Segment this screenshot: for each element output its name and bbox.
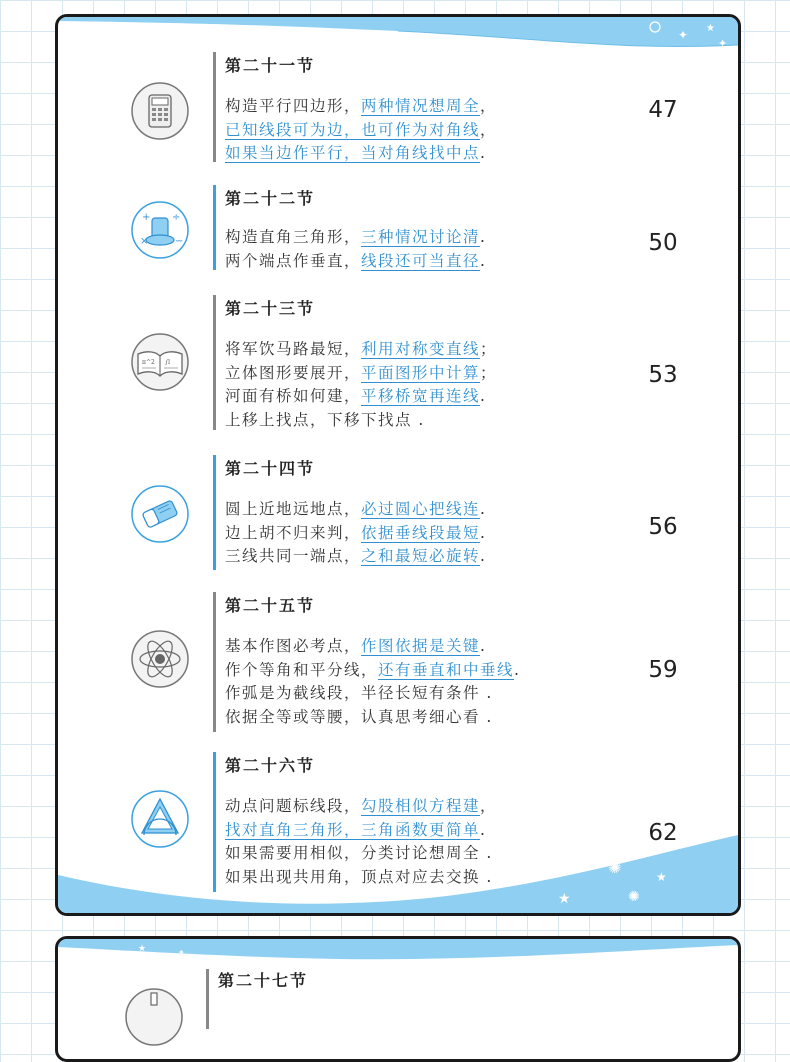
svg-text:✺: ✺ (608, 858, 622, 877)
section-bar (213, 455, 216, 570)
highlighted-text: 勾股相似方程建 (361, 797, 481, 815)
triangle-protractor-icon (130, 789, 190, 849)
text-line (225, 362, 497, 386)
text-line (225, 119, 497, 143)
text-run: 河面有桥如何建， (225, 387, 362, 405)
section-26 (58, 747, 738, 897)
section-text (225, 635, 520, 729)
text-run: 上移上找点，下移下找点 . (225, 410, 425, 429)
svg-text:✦: ✦ (718, 37, 728, 50)
text-run: ； (480, 363, 498, 382)
text-run: . (514, 660, 521, 679)
section-bar (213, 295, 216, 430)
text-line (225, 682, 520, 706)
section-title: 第二十六节 (225, 756, 316, 775)
text-run: ； (480, 340, 498, 358)
svg-text:−: − (175, 236, 184, 247)
next-contents-card (55, 936, 741, 1062)
text-line (225, 866, 497, 890)
open-book-icon (130, 332, 190, 392)
text-run: . (480, 144, 487, 162)
section-text (225, 95, 497, 166)
page-number[interactable]: 56 (648, 514, 678, 540)
section-title: 第二十一节 (225, 56, 316, 75)
svg-text:★: ★ (706, 23, 715, 34)
text-line (225, 659, 520, 683)
text-line (225, 250, 486, 274)
section-title: 第二十三节 (225, 299, 316, 318)
svg-text:✦: ✦ (678, 28, 689, 42)
text-run: 立体图形要展开， (225, 363, 362, 382)
highlighted-text: 作图依据是关键 (361, 637, 481, 655)
text-run: 如果出现共用角，顶点对应去交换 . (225, 867, 493, 886)
highlighted-text: 三种情况讨论清 (361, 228, 481, 246)
math-symbols-icon (130, 200, 190, 260)
highlighted-text: 两种情况想周全 (361, 97, 481, 115)
highlighted-text: 线段还可当直径 (361, 251, 481, 270)
section-bar (206, 969, 209, 1029)
section-text (225, 795, 497, 889)
text-run: 基本作图必考点， (225, 637, 362, 655)
text-line (225, 545, 486, 569)
highlighted-text: 找对直角三角形，三角函数更简单 (225, 820, 481, 839)
text-run: 作弧是为截线段，半径长短有条件 . (225, 684, 493, 702)
svg-text:★: ★ (656, 870, 667, 884)
page-number[interactable]: 62 (648, 820, 678, 846)
section-22 (58, 180, 738, 275)
section-24 (58, 450, 738, 575)
text-run: . (480, 547, 487, 565)
eraser-icon (130, 484, 190, 544)
calculator-icon (130, 81, 190, 141)
svg-text:π^2: π^2 (142, 359, 155, 366)
svg-text:✺: ✺ (628, 889, 640, 905)
text-run: . (480, 387, 487, 405)
text-run: . (480, 251, 487, 270)
text-run: 动点问题标线段， (225, 797, 362, 815)
section-title: 第二十四节 (225, 459, 316, 478)
text-run: 三线共同一端点， (225, 547, 362, 565)
text-run: 构造平行四边形， (225, 97, 362, 115)
section-text (225, 338, 497, 432)
highlighted-text: 平移桥宽再连线 (361, 387, 481, 405)
text-line (225, 706, 520, 730)
section-title: 第二十七节 (218, 971, 309, 990)
svg-text:★: ★ (138, 944, 147, 954)
text-run: ， (480, 120, 498, 139)
section-bar (213, 52, 216, 162)
section-bar (213, 185, 216, 270)
text-run: 边上胡不归来判， (225, 523, 362, 542)
section-bar (213, 752, 216, 892)
section-text (225, 498, 486, 569)
svg-text:∫l: ∫l (165, 359, 171, 366)
section-23 (58, 290, 738, 435)
text-run: 构造直角三角形， (225, 228, 362, 246)
text-line (225, 795, 497, 819)
text-line (225, 522, 486, 546)
text-run: 如果需要用相似，分类讨论想周全 . (225, 844, 493, 862)
svg-text:★: ★ (558, 891, 571, 907)
highlighted-text: 平面图形中计算 (361, 363, 481, 382)
text-line (225, 409, 497, 433)
text-run: . (480, 637, 487, 655)
text-run: . (480, 523, 487, 542)
text-run: 圆上近地远地点， (225, 500, 362, 518)
text-line (225, 142, 497, 166)
text-line (225, 842, 497, 866)
highlighted-text: 还有垂直和中垂线 (378, 660, 515, 679)
page-number[interactable]: 53 (648, 362, 678, 388)
highlighted-text: 必过圆心把线连 (361, 500, 481, 518)
section-25 (58, 587, 738, 737)
text-line (225, 95, 497, 119)
text-line (225, 635, 520, 659)
section-title: 第二十五节 (225, 596, 316, 615)
text-line (225, 819, 497, 843)
text-line (225, 226, 486, 250)
atom-icon (130, 629, 190, 689)
section-21 (58, 47, 738, 167)
text-run: . (480, 228, 487, 246)
svg-text:×: × (140, 236, 149, 247)
highlighted-text: 利用对称变直线 (361, 340, 481, 358)
page-number[interactable]: 47 (648, 97, 678, 123)
svg-text:+: + (142, 212, 151, 223)
text-line (225, 498, 486, 522)
text-line (225, 385, 497, 409)
text-run: . (480, 820, 487, 839)
text-run: ， (480, 97, 498, 115)
text-run: . (480, 500, 487, 518)
svg-text:÷: ÷ (172, 212, 181, 223)
text-run: 作个等角和平分线， (225, 660, 379, 679)
text-run: 依据全等或等腰，认真思考细心看 . (225, 707, 493, 726)
svg-text:✦: ✦ (178, 948, 185, 957)
highlighted-text: 已知线段可为边，也可作为对角线 (225, 120, 481, 139)
text-run: ， (480, 797, 498, 815)
highlighted-text: 依据垂线段最短 (361, 523, 481, 542)
highlighted-text: 如果当边作平行，当对角线找中点 (225, 144, 481, 162)
section-bar (213, 592, 216, 732)
page-number[interactable]: 50 (648, 230, 678, 256)
top-wave-decoration (58, 939, 738, 963)
flask-icon (124, 987, 184, 1047)
section-title: 第二十二节 (225, 189, 316, 208)
page-number[interactable]: 59 (648, 657, 678, 683)
text-run: 将军饮马路最短， (225, 340, 362, 358)
highlighted-text: 之和最短必旋转 (361, 547, 481, 565)
text-line (225, 338, 497, 362)
contents-card (55, 14, 741, 916)
text-run: 两个端点作垂直， (225, 251, 362, 270)
section-text (225, 226, 486, 273)
